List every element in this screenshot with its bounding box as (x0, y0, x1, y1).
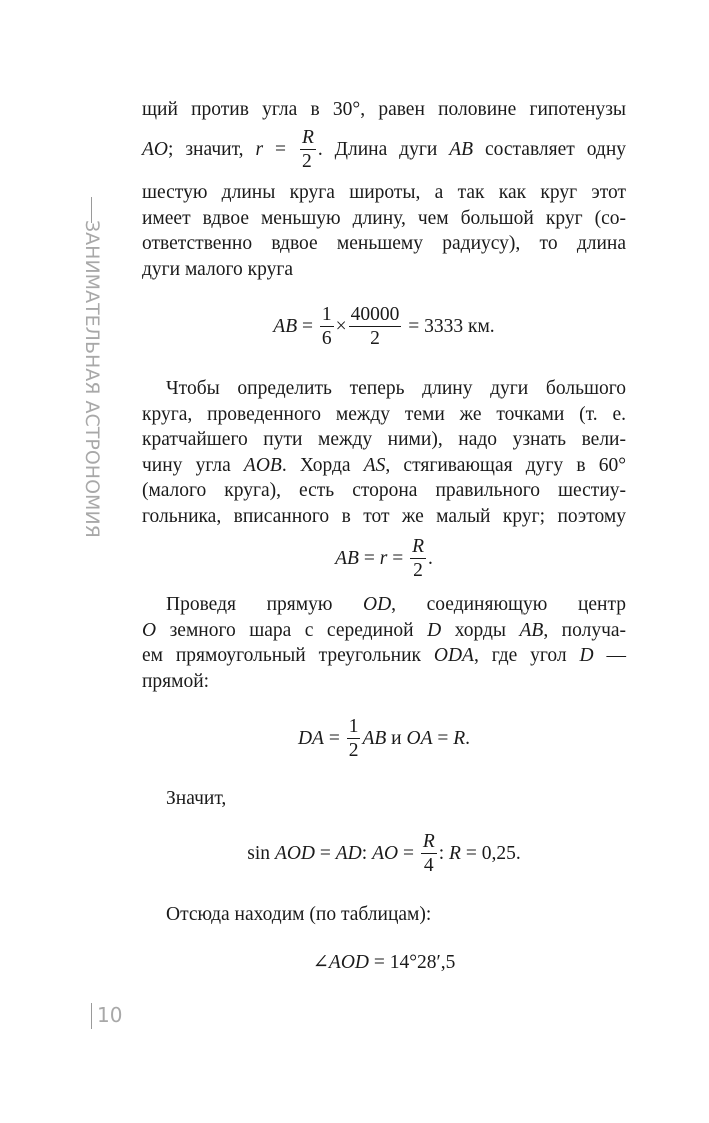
formula-da: DA = $\frac{1}{2}$ AB и OA = R. (297, 716, 471, 761)
text-line: Отсюда находим (по таблицам): (166, 904, 432, 925)
paragraph-4 (142, 786, 626, 812)
paragraph-2 (142, 376, 626, 529)
fraction: $\frac{R}{2}$ (412, 536, 424, 581)
text-line: дуги малого круга (142, 258, 294, 280)
fraction: $\frac{R}{4}$ (422, 831, 435, 876)
paragraph-1-formula-line (142, 127, 626, 174)
running-title-text: ЗАНИМАТЕЛЬНАЯ АСТРОНОМИЯ (81, 220, 103, 538)
paragraph-3 (142, 592, 626, 694)
text-line: кратчайшего пути между ними), надо узнать вели- (142, 429, 626, 450)
fraction: $\frac{40000}{2}$ (350, 304, 400, 349)
text-line: ем прямоугольный треугольник ODA, где угол D — (142, 645, 627, 666)
fraction: $\frac{1}{2}$ (348, 716, 359, 761)
text-line: Значит, (166, 788, 227, 809)
text-line: гольника, вписанного в тот же малый круг; поэтому (142, 505, 626, 527)
fraction: $\frac{1}{6}$ (321, 304, 332, 349)
text-line: ответственно вдвое меньшему радиусу), то длина (142, 233, 626, 254)
text-line: Чтобы определить теперь длину дуги большого (166, 378, 626, 399)
formula-chord: AB = r = $\frac{R}{2}$ . (335, 536, 433, 581)
paragraph-1 (142, 97, 626, 123)
text-line: щий против угла в 30°, равен половине гипотенузы (142, 99, 626, 120)
formula-arc-length: AB = $\frac{1}{6}$ × $\frac{40000}{2}$ = 3333 км. (273, 304, 495, 349)
text-line: (малого круга), есть сторона правильного шестиу- (142, 480, 626, 501)
text-line: имеет вдвое меньшую длину, чем большой круг (со- (142, 207, 626, 229)
formula-angle: ∠AOD = 14°28′,5 (312, 952, 456, 973)
text-line: круга, проведенного между теми же точками (т. е. (142, 403, 626, 425)
page-number-rule (91, 1003, 92, 1029)
text-line: O земного шара с серединой D хорды AB, получа- (142, 619, 627, 641)
formula-sin: sin AOD = AD: AO = $\frac{R}{4}$ : R = 0,25. (247, 831, 521, 876)
text-line: прямой: (142, 670, 210, 692)
text-line: чину угла AOB. Хорда AS, стягивающая дугу в 60° (142, 454, 626, 476)
text-line: Проведя прямую OD, соединяющую центр (166, 594, 626, 615)
text-line: шестую длины круга широты, а так как круг этот (142, 182, 626, 203)
paragraph-5 (142, 902, 626, 928)
fraction: $\frac{R}{2}$ (301, 127, 314, 172)
text-line: AO; значит, r = $\frac{R}{2}$ . Длина дуги AB составляет одну (142, 127, 627, 172)
page-number: 10 (97, 1003, 123, 1027)
paragraph-1-rest (142, 180, 626, 282)
